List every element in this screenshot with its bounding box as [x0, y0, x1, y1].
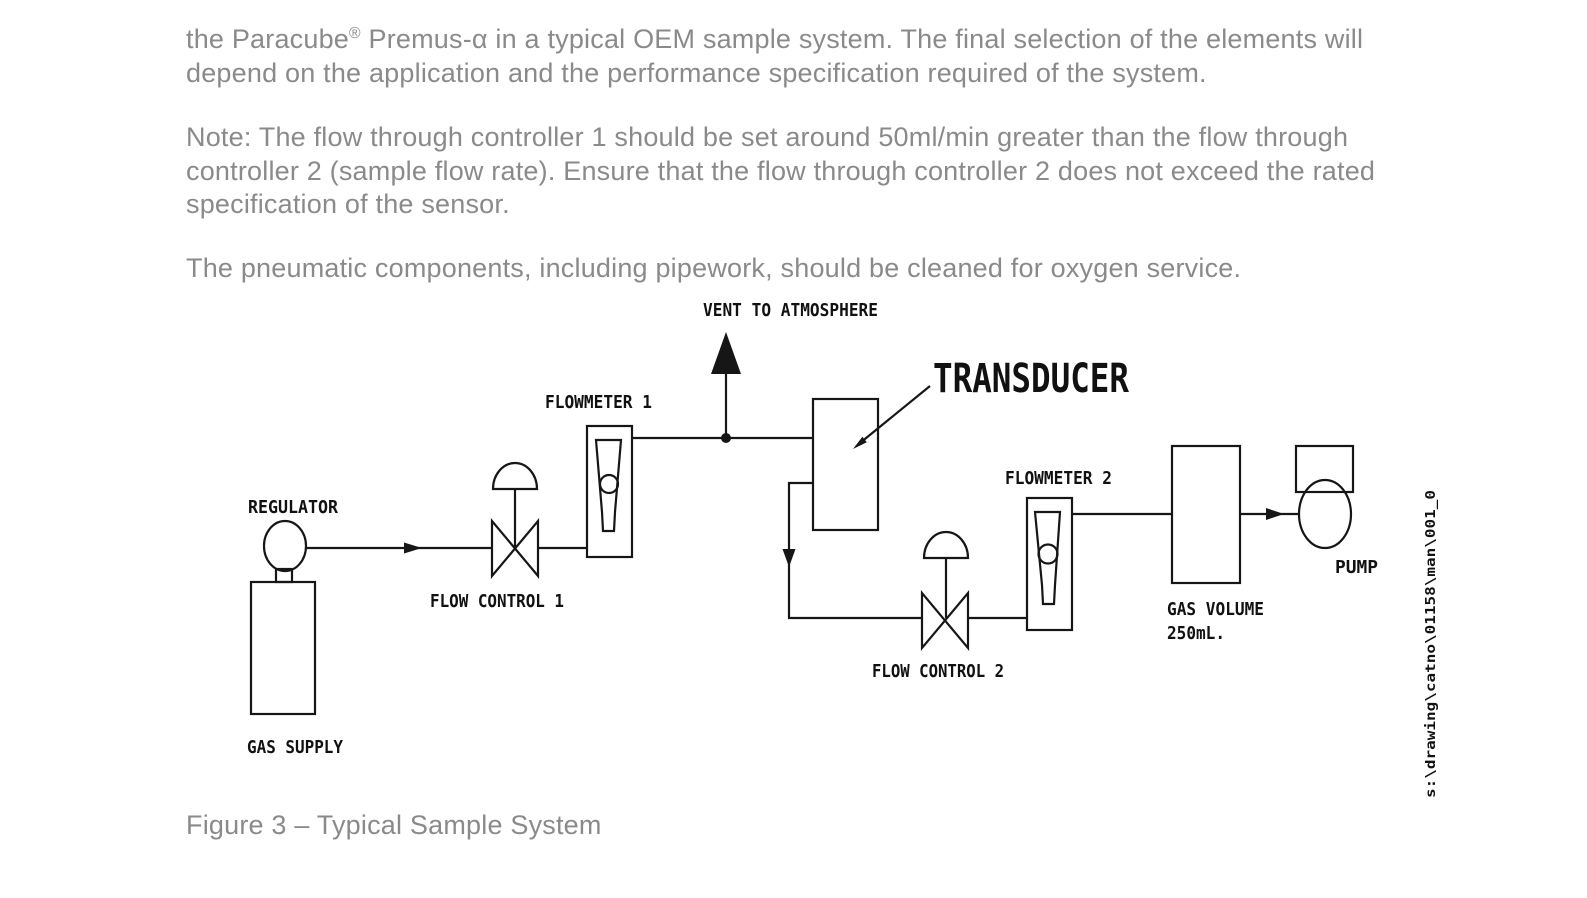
gas-volume-box-icon [1172, 446, 1240, 583]
transducer-box-icon [813, 399, 878, 530]
figure-caption: Figure 3 – Typical Sample System [186, 810, 602, 840]
gas-volume-label: GAS VOLUME [1167, 599, 1264, 620]
pipe-transducer-to-valve2 [789, 483, 922, 618]
paragraph-intro-text-post: Premus-α in a typical OEM sample system. The final selection of the elements will depend on the application and the performance specification required of the system. [186, 24, 1364, 88]
valve1-dome-icon [493, 463, 537, 489]
gas-supply-cylinder-icon [251, 582, 315, 714]
flowmeter1-float-icon [600, 475, 618, 493]
flowmeter1-body-icon [587, 426, 632, 557]
flow-control-valve-2-icon [922, 532, 968, 648]
gas-supply-symbol [251, 521, 315, 714]
gas-volume-capacity-label: 250mL. [1167, 623, 1225, 644]
flow-arrow-icon [404, 543, 422, 554]
transducer-label: TRANSDUCER [933, 356, 1130, 402]
pump-body-icon [1296, 446, 1353, 492]
flowmeter-2-icon [1027, 498, 1072, 630]
vent-label: VENT TO ATMOSPHERE [703, 300, 878, 321]
flow-control-valve-1-icon [492, 463, 538, 576]
paragraph-note: Note: The flow through controller 1 should be set around 50ml/min greater than the flow through controller 2 (sample flow rate). Ensure that the flow through controller 2 does not exceed the rated specification of the sensor. [186, 122, 1376, 219]
flowmeter-1-icon [587, 426, 632, 557]
drawing-file-path: s:\drawing\catno\01158\man\001_0 [1423, 537, 1439, 798]
gas-supply-label: GAS SUPPLY [247, 737, 344, 758]
paragraph-intro-text-pre: the Paracube [186, 24, 350, 54]
registered-trademark-symbol: ® [349, 25, 361, 42]
vent-arrow-icon [711, 332, 741, 374]
paragraph-pneumatic: The pneumatic components, including pipework, should be cleaned for oxygen service. [186, 253, 1242, 283]
flow-control-2-label: FLOW CONTROL 2 [872, 661, 1004, 682]
down-flow-arrow-icon [783, 549, 796, 567]
regulator-label: REGULATOR [248, 497, 339, 518]
flow-control-1-label: FLOW CONTROL 1 [430, 591, 564, 612]
flowmeter-2-label: FLOWMETER 2 [1005, 468, 1112, 489]
flowmeter2-float-icon [1039, 545, 1058, 564]
pump-flow-arrow-icon [1266, 508, 1284, 520]
pump-head-icon [1299, 480, 1351, 548]
pump-icon [1296, 446, 1353, 548]
flowmeter-1-label: FLOWMETER 1 [545, 392, 652, 413]
valve2-dome-icon [924, 532, 968, 558]
regulator-gauge-icon [264, 521, 306, 571]
transducer-leader-line [860, 386, 930, 443]
pump-label: PUMP [1335, 557, 1379, 578]
